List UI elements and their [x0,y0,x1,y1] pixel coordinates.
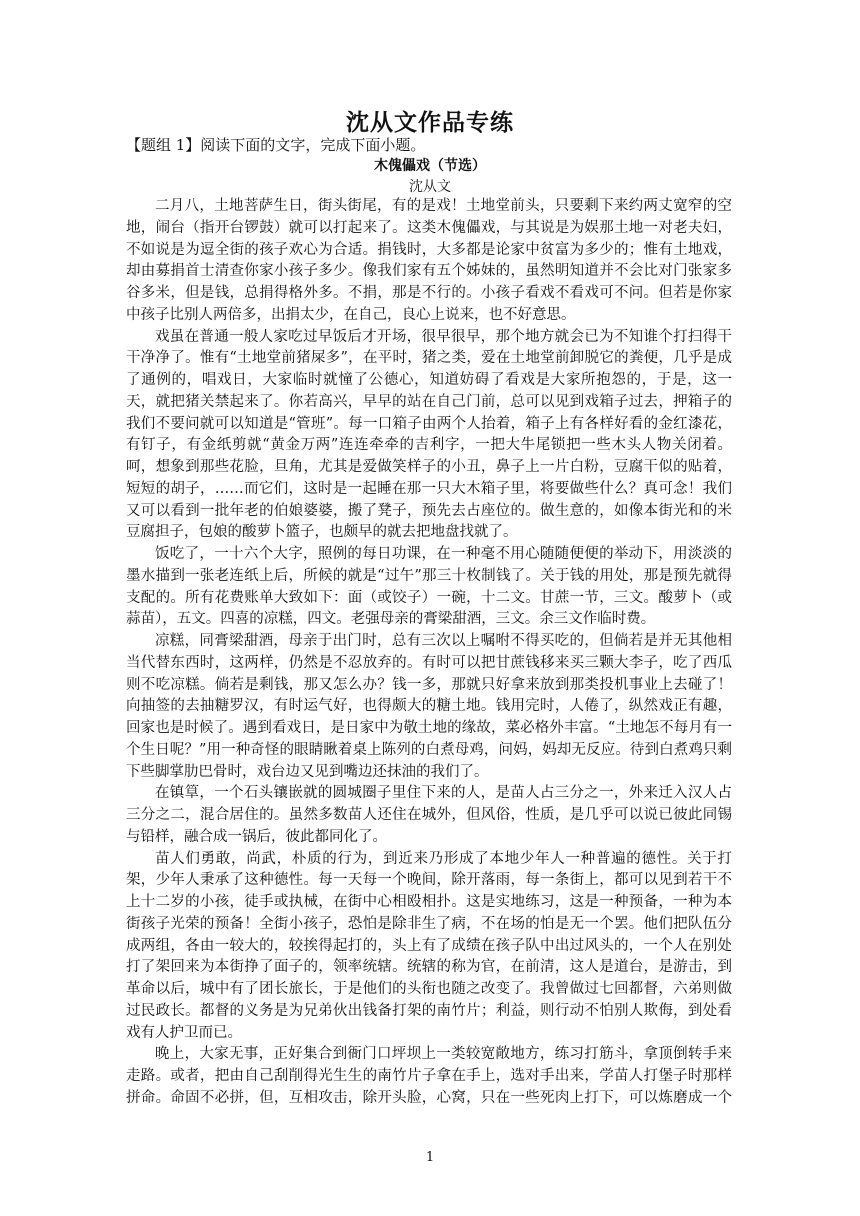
paragraph-6: 苗人们勇敢，尚武，朴质的行为，到近来乃形成了本地少年人一种普遍的德性。关于打架，少年人秉承了这种德性。每一天每一个晚间，除开落雨，每一条街上，都可以见到若干不上十二岁的小孩，徒手或执械，在街中心相殴相扑。这是实地练习，这是一种预备，一种为本街孩子光荣的预备！全街小孩子，恐怕是除非生了病，不在场的怕是无一个罢。他们把队伍分成两组，各由一较大的，较挨得起打的，头上有了成绩在孩子队中出过风头的，一个人在别处打了架回来为本街挣了面子的，领率统辖。统辖的称为官，在前清，这人是道台，是游击，到革命以后，城中有了团长旅长，于是他们的头衔也随之改变了。我曾做过七回都督，六弟则做过民政长。都督的义务是为兄弟伙出钱备打架的南竹片；利益，则行动不怕别人欺侮，到处看戏有人护卫而已。 [126,850,732,1041]
page-number: 1 [425,1150,435,1165]
paragraph-3: 饭吃了，一十六个大字，照例的每日功课，在一种毫不用心随随便便的举动下，用淡淡的墨水描到一张老连纸上后，所候的就是“过午”那三十枚制钱了。关于钱的用处，那是预先就得支配的。所有花费账单大致如下：面（或饺子）一碗，十二文。甘蔗一节，三文。酸萝卜（或蒜苗），五文。四喜的凉糕，四文。老强母亲的膏梁甜酒，三文。余三文作临时费。 [126,546,732,628]
paragraph-4: 凉糕，同膏梁甜酒，母亲于出门时，总有三次以上嘱咐不得买吃的，但倘若是并无其他相当代替东西时，这两样，仍然是不忍放弃的。有时可以把甘蔗钱移来买三颗大李子，吃了西瓜则不吃凉糕。倘若是剩钱，那又怎么办？钱一多，那就只好拿来放到那类投机事业上去碰了！向抽签的去抽糖罗汉，有时运气好，也得颇大的糖土地。钱用完时，人倦了，纵然戏正有趣，回家也是时候了。遇到看戏日，是日家中为敬土地的缘故，菜必格外丰富。“土地怎不每月有一个生日呢？”用一种奇怪的眼睛瞅着桌上陈列的白煮母鸡，问妈，妈却无反应。待到白煮鸡只剩下些脚掌肋巴骨时，戏台边又见到嘴边还抹油的我们了。 [126,633,732,780]
paragraph-2: 戏虽在普通一般人家吃过早饭后才开场，很早很早，那个地方就会已为不知谁个打扫得干干净净了。惟有“土地堂前猪屎多”，在平时，猪之类，爱在土地堂前卸脱它的粪便，几乎是成了通例的，唱戏日，大家临时就憧了公德心，知道妨碍了看戏是大家所抱怨的，于是，这一天，就把猪关禁起来了。你若高兴，早早的站在自己门前，总可以见到戏箱子过去，押箱子的我们不要问就可以知道是“管班”。每一口箱子由两个人抬着，箱子上有各样好看的金红漆花，有钉子，有金纸剪就“黄金万两”连连牵牵的吉利字，一把大牛尾锁把一些木头人物关闭着。呵，想象到那些花脸，旦角，尤其是爱做笑样子的小丑，鼻子上一片白粉，豆腐干似的贴着，短短的胡子，……而它们，这时是一起睡在那一只大木箱子里，将要做些什么？真可念！我们又可以看到一批年老的伯娘婆婆，搬了凳子，预先去占座位的。做生意的，如像本街光和的米豆腐担子，包娘的酸萝卜篮子，也颇早的就去把地盘找就了。 [126,328,732,541]
document-title: 沈从文作品专练 [346,109,514,136]
paragraph-5: 在镇筸，一个石头镶嵌就的圆城圈子里住下来的人，是苗人占三分之一，外来迁入汉人占三分之二，混合居住的。虽然多数苗人还住在城外，但风俗，性质，是几乎可以说已彼此同锡与铅样，融合成一锅后，彼此都同化了。 [126,785,732,845]
passage-title: 木傀儡戏（节选） [374,158,486,174]
question-group-instruction: 【题组 1】阅读下面的文字，完成下面小题。 [126,136,426,154]
paragraph-7: 晚上，大家无事，正好集合到衙门口坪坝上一类较宽敞地方，练习打筋斗，拿顶倒转手来走路。或者，把由自己刮削得光生生的南竹片子拿在手上，选对手出来，学苗人打堡子时那样拼命。命固不必拼，但，互相攻击，除开头脸，心窝，只在一些死肉上打下，可以炼磨成一个 [126,1046,732,1106]
paragraph-1: 二月八，土地菩萨生日，街头街尾，有的是戏！土地堂前头，只要剩下来约两丈宽窄的空地，闹台（指开台锣鼓）就可以打起来了。这类木傀儡戏，与其说是为娱那土地一对老夫妇，不如说是为逗全街的孩子欢心为合适。捐钱时，大多都是论家中贫富为多少的；惟有土地戏，却由募捐首士清查你家小孩子多少。像我们家有五个姊妹的，虽然明知道并不会比对门张家多谷多米，但是钱，总捐得格外多。不捐，那是不行的。小孩子看戏不看戏可不问。但若是你家中孩子比别人两倍多，出捐太少，在自己，良心上说来，也不好意思。 [126,198,732,323]
passage-body [126,196,732,1106]
passage-author: 沈从文 [409,179,451,195]
